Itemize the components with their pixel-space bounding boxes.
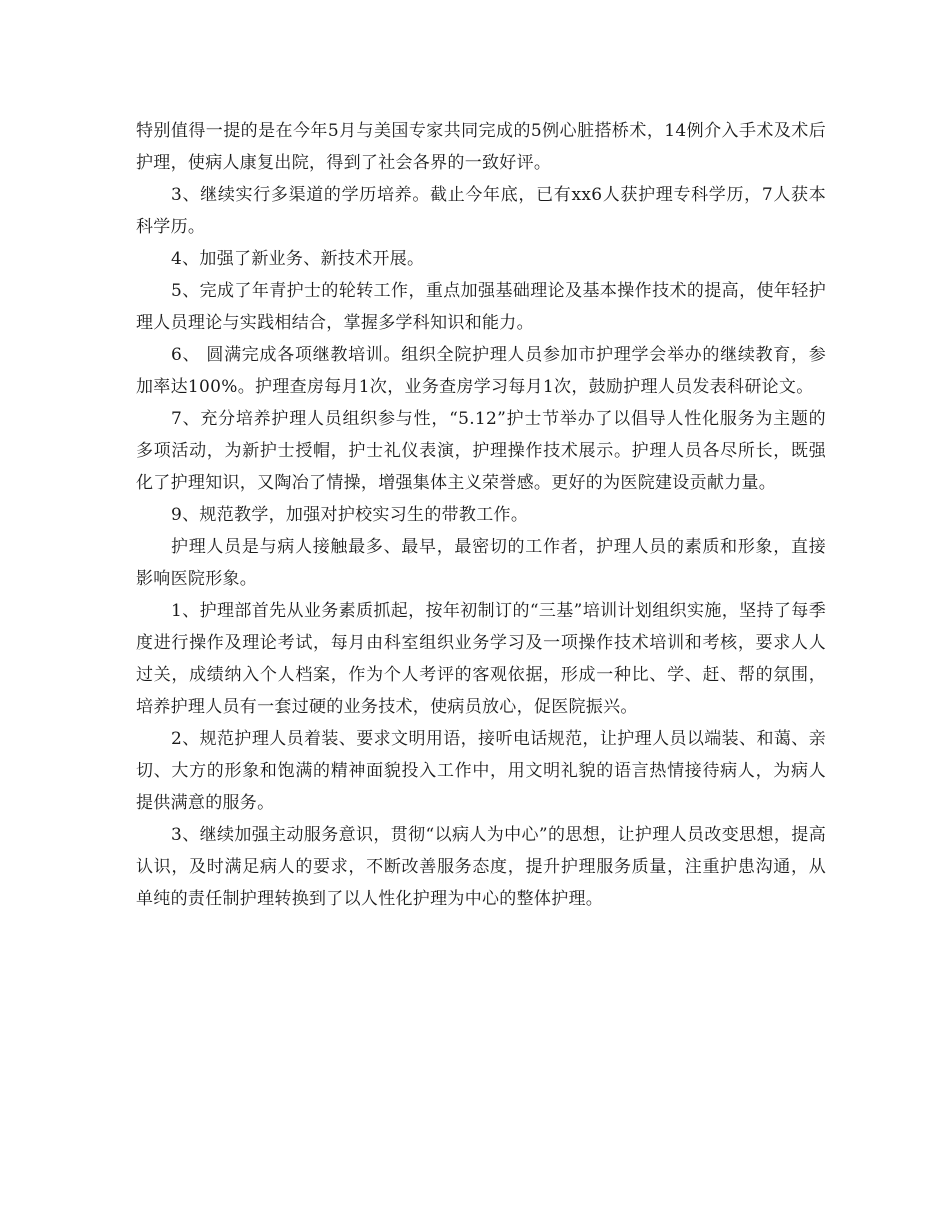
- paragraph: 2、规范护理人员着装、要求文明用语，接听电话规范，让护理人员以端装、和蔼、亲切、大方的形象和饱满的精神面貌投入工作中，用文明礼貌的语言热情接待病人，为病人提供满意的服务。: [136, 729, 826, 813]
- paragraph: 3、继续实行多渠道的学历培养。截止今年底，已有xx6人获护理专科学历，7人获本科学历。: [136, 185, 826, 237]
- paragraph: 特别值得一提的是在今年5月与美国专家共同完成的5例心脏搭桥术，14例介入手术及术后护理，使病人康复出院，得到了社会各界的一致好评。: [136, 121, 826, 173]
- paragraph: 4、加强了新业务、新技术开展。: [171, 249, 425, 269]
- paragraph: 1、护理部首先从业务素质抓起，按年初制订的“三基”培训计划组织实施，坚持了每季度进行操作及理论考试，每月由科室组织业务学习及一项操作技术培训和考核，要求人人过关，成绩纳入个人档案，作为个人考评的客观依据，形成一种比、学、赶、帮的氛围，培养护理人员有一套过硬的业务技术，使病员放心，促医院振兴。: [136, 601, 826, 717]
- paragraph: 7、充分培养护理人员组织参与性，“5.12”护士节举办了以倡导人性化服务为主题的多项活动，为新护士授帽，护士礼仪表演，护理操作技术展示。护理人员各尽所长，既强化了护理知识，又陶冶了情操，增强集体主义荣誉感。更好的为医院建设贡献力量。: [136, 409, 826, 493]
- paragraph: 5、完成了年青护士的轮转工作，重点加强基础理论及基本操作技术的提高，使年轻护理人员理论与实践相结合，掌握多学科知识和能力。: [136, 281, 826, 333]
- document-body: [136, 115, 826, 915]
- paragraph: 护理人员是与病人接触最多、最早，最密切的工作者，护理人员的素质和形象，直接影响医院形象。: [136, 537, 826, 589]
- paragraph: 6、 圆满完成各项继教培训。组织全院护理人员参加市护理学会举办的继续教育，参加率达100%。护理查房每月1次，业务查房学习每月1次，鼓励护理人员发表科研论文。: [136, 345, 826, 397]
- paragraph: 3、继续加强主动服务意识，贯彻“以病人为中心”的思想，让护理人员改变思想，提高认识，及时满足病人的要求，不断改善服务态度，提升护理服务质量，注重护患沟通，从单纯的责任制护理转换到了以人性化护理为中心的整体护理。: [136, 825, 826, 909]
- paragraph: 9、规范教学，加强对护校实习生的带教工作。: [171, 505, 529, 525]
